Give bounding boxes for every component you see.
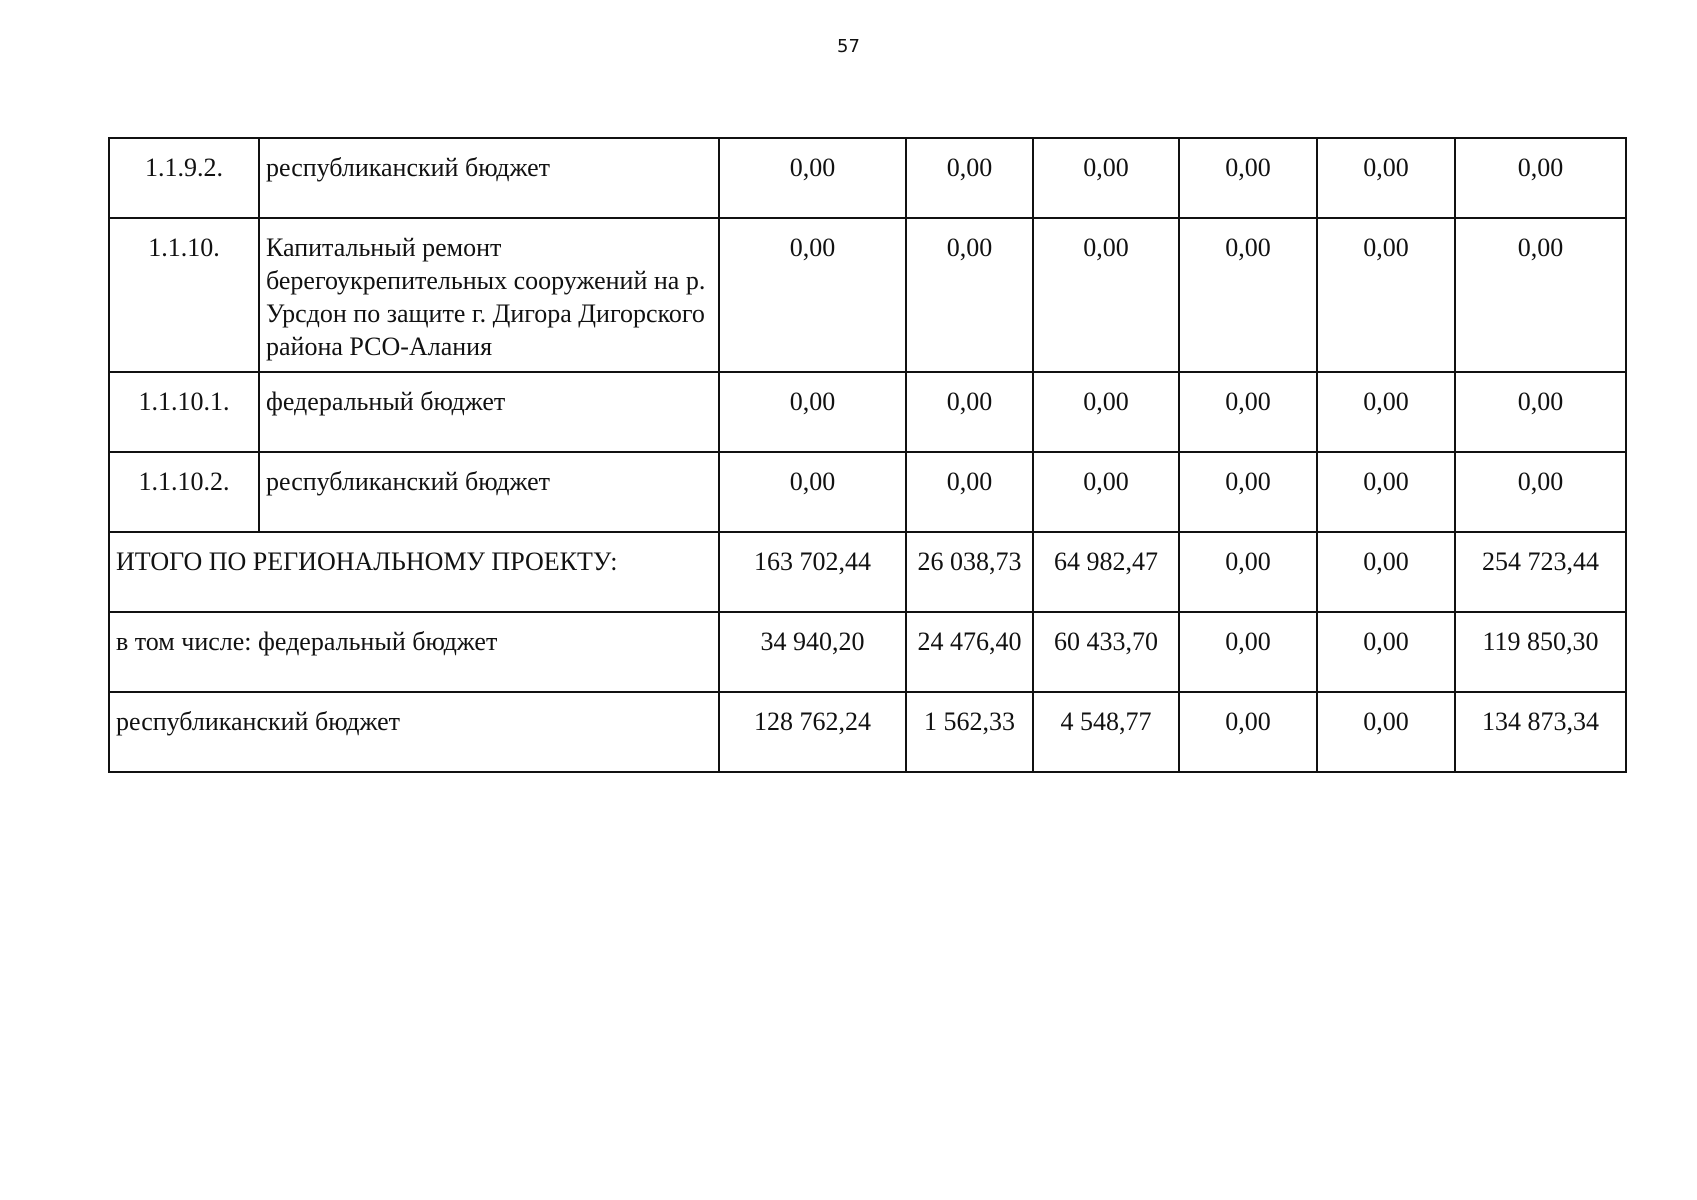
total-value-cell: 64 982,47 (1033, 532, 1179, 612)
total-value-cell: 0,00 (1179, 612, 1317, 692)
table-row (109, 138, 1626, 218)
value-cell: 0,00 (1179, 138, 1317, 218)
value-cell: 0,00 (1033, 452, 1179, 532)
value-cell: 0,00 (1179, 218, 1317, 372)
row-code: 1.1.10. (109, 218, 259, 372)
table-row (109, 218, 1626, 372)
row-name: Капитальный ремонт берегоукрепительных сооружений на р. Урсдон по защите г. Дигора Дигорского района РСО-Алания (259, 218, 719, 372)
total-row (109, 612, 1626, 692)
total-value-cell: 24 476,40 (906, 612, 1033, 692)
total-label: республиканский бюджет (109, 692, 719, 772)
total-value-cell: 134 873,34 (1455, 692, 1626, 772)
total-value-cell: 0,00 (1317, 692, 1455, 772)
value-cell: 0,00 (719, 372, 906, 452)
total-value-cell: 119 850,30 (1455, 612, 1626, 692)
page-number: 57 (837, 36, 860, 57)
total-value-cell: 34 940,20 (719, 612, 906, 692)
value-cell: 0,00 (1033, 218, 1179, 372)
total-value-cell: 0,00 (1179, 692, 1317, 772)
total-value-cell: 60 433,70 (1033, 612, 1179, 692)
row-code: 1.1.10.1. (109, 372, 259, 452)
value-cell: 0,00 (1317, 138, 1455, 218)
total-value-cell: 26 038,73 (906, 532, 1033, 612)
value-cell: 0,00 (1317, 218, 1455, 372)
value-cell: 0,00 (1179, 452, 1317, 532)
value-cell: 0,00 (1317, 452, 1455, 532)
total-value-cell: 0,00 (1179, 532, 1317, 612)
row-name: республиканский бюджет (259, 138, 719, 218)
row-name: республиканский бюджет (259, 452, 719, 532)
value-cell: 0,00 (719, 218, 906, 372)
value-cell: 0,00 (1455, 372, 1626, 452)
value-cell: 0,00 (906, 138, 1033, 218)
total-value-cell: 0,00 (1317, 532, 1455, 612)
total-value-cell: 163 702,44 (719, 532, 906, 612)
row-code: 1.1.9.2. (109, 138, 259, 218)
row-name: федеральный бюджет (259, 372, 719, 452)
budget-table (108, 137, 1627, 773)
value-cell: 0,00 (906, 372, 1033, 452)
total-value-cell: 1 562,33 (906, 692, 1033, 772)
total-value-cell: 254 723,44 (1455, 532, 1626, 612)
value-cell: 0,00 (1455, 218, 1626, 372)
table-row (109, 372, 1626, 452)
value-cell: 0,00 (719, 452, 906, 532)
table-row (109, 452, 1626, 532)
value-cell: 0,00 (1033, 372, 1179, 452)
value-cell: 0,00 (906, 452, 1033, 532)
total-value-cell: 4 548,77 (1033, 692, 1179, 772)
value-cell: 0,00 (1179, 372, 1317, 452)
total-value-cell: 128 762,24 (719, 692, 906, 772)
total-row (109, 692, 1626, 772)
value-cell: 0,00 (719, 138, 906, 218)
value-cell: 0,00 (906, 218, 1033, 372)
value-cell: 0,00 (1317, 372, 1455, 452)
total-row (109, 532, 1626, 612)
total-value-cell: 0,00 (1317, 612, 1455, 692)
value-cell: 0,00 (1033, 138, 1179, 218)
value-cell: 0,00 (1455, 452, 1626, 532)
total-label: в том числе: федеральный бюджет (109, 612, 719, 692)
total-label: ИТОГО ПО РЕГИОНАЛЬНОМУ ПРОЕКТУ: (109, 532, 719, 612)
value-cell: 0,00 (1455, 138, 1626, 218)
row-code: 1.1.10.2. (109, 452, 259, 532)
